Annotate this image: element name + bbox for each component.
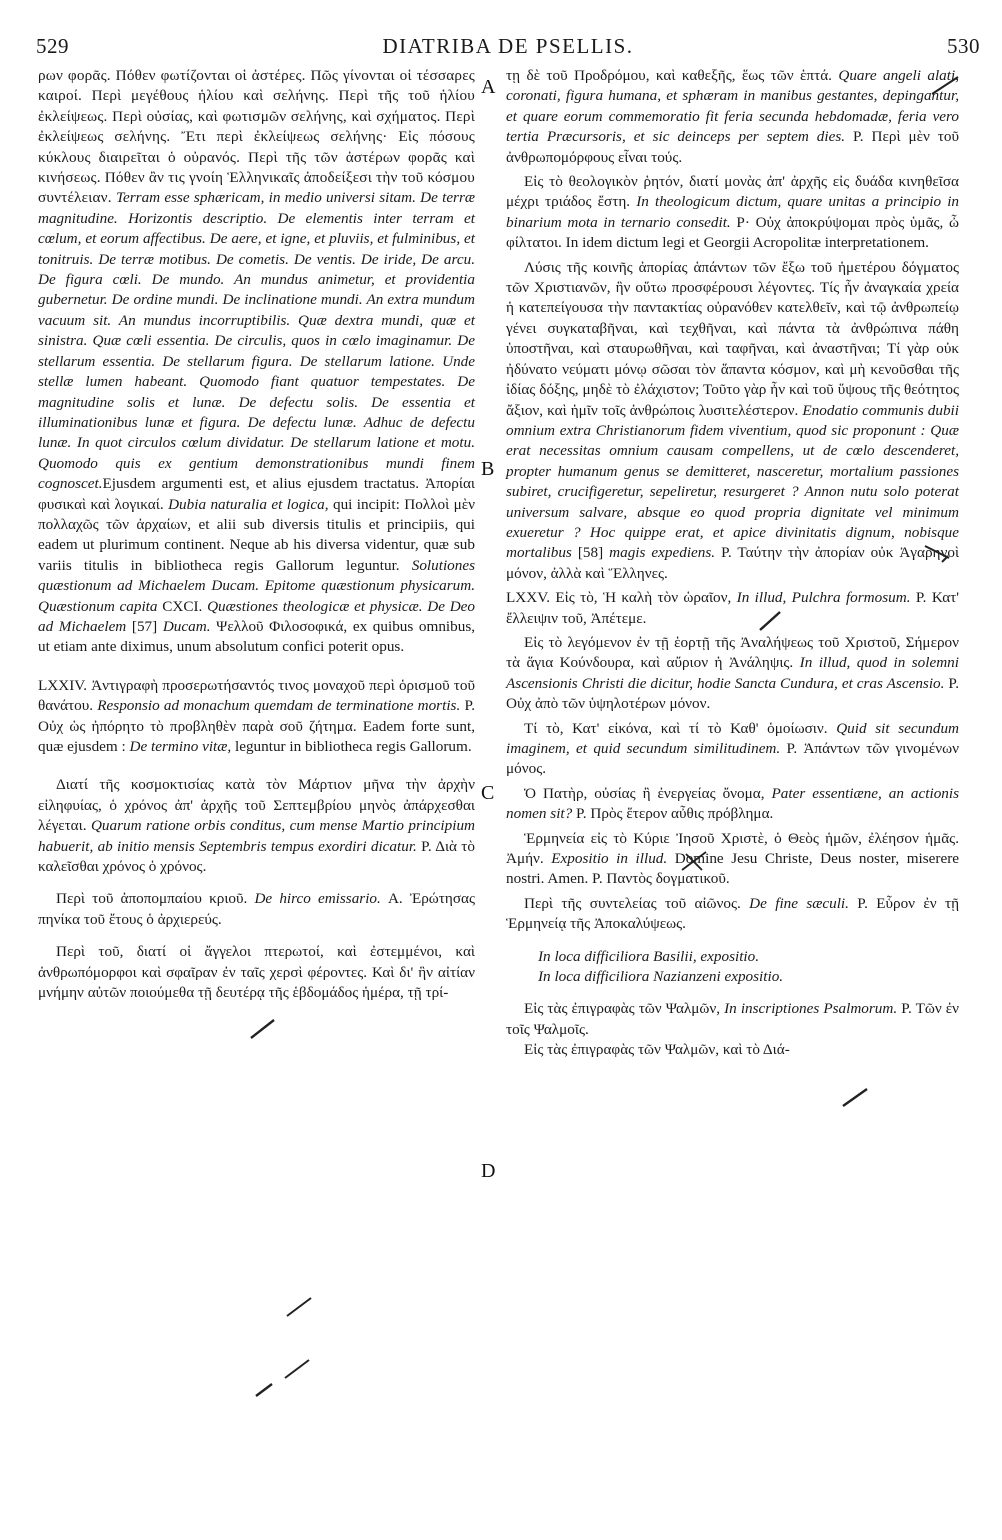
- left-paragraph-kosmoktisia: [38, 775, 475, 877]
- right-paragraph-pater: [506, 784, 959, 825]
- left-p1-tail-2: qui incipit: Πολλοὶ μὲν πολλαχῶς τῶν ἀρχαίων, et alii sub diversis titulis et principiis, qui eadem ut plurimum continent. Neque ab his diversa videntur, quæ sub variis titulis in bibliotheca regis Gallorum leguntur.: [38, 495, 476, 574]
- right-r1-greek: τῃ δὲ τοῦ Προδρόμου, καὶ καθεξῆς, ἕως τῶν ἑπτά.: [506, 67, 832, 84]
- right-r3-c: [58]: [577, 544, 604, 562]
- right-r3-b: Ρ. Ταύτην τὴν ἀπορίαν οὐκ Ἀγαρηνοὶ μόνον, ἀλλὰ καὶ Ἕλληνες.: [506, 544, 960, 582]
- pen-mark-4: [680, 850, 710, 872]
- right-r6-greek: Τί τὸ, Κατ' εἰκόνα, καὶ τί τὸ Καθ' ὁμοίωσιν.: [524, 719, 828, 737]
- left-p1-latin-4: Quæstiones theologicæ et physicæ. De Deo ad Michaelem: [38, 597, 476, 635]
- running-head: [36, 34, 980, 60]
- right-r1-b: Ρ. Περὶ μὲν τοῦ ἀνθρωπομόρφους εἶναι τούς.: [506, 128, 960, 166]
- left-paragraph-hirco: [38, 889, 475, 930]
- right-r9-b: Ρ. Εὗρον ἐν τῇ Ἑρμηνείᾳ τῆς Ἀποκαλύψεως.: [506, 894, 960, 933]
- right-r9-greek: Περὶ τῆς συντελείας τοῦ αἰῶνος.: [524, 894, 741, 912]
- right-r6-latin: Quid sit secundum imaginem, et quid secundum similitudinem.: [506, 719, 960, 757]
- left-p2-latin: Responsio ad monachum quemdam de terminatione mortis.: [97, 697, 461, 715]
- left-p4-b: Α. Ἐρώτησας πηνίκα τοῦ ἔτους ὁ ἀρχιερεύς.: [38, 890, 476, 928]
- right-r4-greek: LXXV. Εἰς τὸ, Ἡ καλὴ τὸν ὡραῖον,: [506, 589, 732, 607]
- running-title: DIATRIBA DE PSELLIS.: [382, 34, 634, 58]
- left-column: [38, 66, 475, 1003]
- margin-letter-c: C: [481, 782, 495, 804]
- left-p3-latin: Quarum ratione orbis conditus, cum mense Martio principium habuerit, ab initio mensis Septembris tempus exordiri dicatur.: [38, 817, 476, 855]
- left-p2-b: Ρ. Οὐχ ὡς ἠπόρητο τὸ προβληθὲν παρὰ σοῦ ζήτημα. Eadem forte sunt, quæ ejusdem :: [38, 697, 476, 755]
- margin-letter-d: D: [481, 1160, 496, 1182]
- right-paragraph-hermeneia: [506, 829, 959, 890]
- right-r9-latin: De fine sæculi.: [749, 894, 849, 912]
- right-paragraph-lxxv: [506, 588, 959, 629]
- pen-mark-9: [252, 1378, 282, 1400]
- left-p1-latin-2: Dubia naturalia et logica,: [168, 495, 329, 513]
- right-paragraph-synteleia: [506, 894, 959, 935]
- left-p1-tail-3: CXCI.: [162, 597, 203, 615]
- right-r3-greek: Λύσις τῆς κοινῆς ἀπορίας ἁπάντων τῶν ἔξω τοῦ ἡμετέρου δόγματος τῶν Χριστιανῶν, ἣν οὕτω προσφέρουσι λέγοντες. Τίς ἦν ἀναγκαία χρεία ἡ κατεπείγουσα τὴν παντακτίας οὐρανόθεν κατελθεῖν, καὶ τῷ ἀνθρωπείῳ γένει συγκαταβῆναι, καὶ τεχθῆναι, καὶ πάντα τὰ ἀνθρώπινα πάθη ὑποστῆναι, καὶ σταυρωθῆναι, καὶ ταφῆναι, καὶ ἀναστῆναι; Τί γὰρ οὐκ ἠδύνατο νεύματι μόνῳ σῶσαι τὸν ἅπαντα κόσμον, καὶ μὴ κενοῦσθαι τῆς ἰδίας δόξης, μηδὲ τὸ ἐλάχιστον; Τοῦτο γὰρ ἦν καὶ τοῦ ὕψους τῆς θεότητος ἄξιον, καὶ ἡμῖν τοῖς ἀνθρώποις λυσιτελέστερον.: [506, 258, 959, 419]
- right-paragraph-angeli: [506, 66, 959, 168]
- right-r6-b: Ρ. Ἁπάντων τῶν γινομένων μόνος.: [506, 740, 960, 778]
- right-r2-latin: In theologicum dictum, quare unitas a principio in binarium mota in ternario consedit.: [506, 193, 960, 231]
- pen-mark-5: [840, 1086, 870, 1108]
- right-r7-latin: Pater essentiæne, an actionis nomen sit?: [506, 784, 960, 823]
- left-p1-latin-3: Solutiones quæstionum ad Michaelem Ducam. Epitome quæstionum physicarum. Quæstionum capita: [38, 556, 476, 615]
- margin-letter-a: A: [481, 76, 496, 98]
- right-r4-latin: In illud, Pulchra formosum.: [736, 589, 911, 607]
- left-p2-c: leguntur in bibliotheca regis Gallorum.: [235, 738, 472, 755]
- right-r7-greek: Ὁ Πατὴρ, οὐσίας ἢ ἐνεργείας ὄνομα,: [524, 784, 765, 802]
- right-r1-latin: Quare angeli alati, coronati, figura humana, et sphæram in manibus gestantes, depingantur, et quare eorum commemoratio fit feria secunda hebdomadæ, feria vero tertia Præcursoris, et sic deinceps per septem dies.: [506, 67, 959, 146]
- right-r8-latin: Expositio in illud.: [551, 850, 668, 868]
- left-p5-greek: Περὶ τοῦ, διατί οἱ ἄγγελοι πτερωτοί, καὶ ἐστεμμένοι, καὶ ἀνθρωπόμορφοι καὶ σφαῖραν ἐν ταῖς χερσὶ φέροντες. Καὶ δι' ἣν αἰτίαν μνήμην αὐτῶν ποιούμεθα τῇ δευτέρᾳ τῆς ἑβδομάδος ἡμέρα, τῇ τρί-: [38, 943, 475, 1002]
- pen-mark-8: [282, 1358, 312, 1380]
- right-locus-nazianzeni: In loca difficiliora Nazianzeni expositio.: [538, 968, 784, 986]
- margin-letter-b: B: [481, 458, 495, 480]
- left-paragraph-lxxiv: [38, 676, 475, 758]
- right-paragraph-analepsis: [506, 633, 959, 715]
- left-p1-tail: Ejusdem argumenti est, et alius ejusdem tractatus. Ἀπορίαι φυσικαὶ καὶ λογικαί.: [38, 475, 475, 513]
- right-r5-b: Ρ. Οὐχ ἀπὸ τῶν ὑψηλοτέρων μόνον.: [506, 674, 959, 713]
- right-paragraph-psalmoi: [506, 999, 959, 1040]
- left-paragraph-quaestiones: [38, 66, 475, 658]
- right-paragraph-monas: [506, 172, 959, 254]
- right-r3-latin: Enodatio communis dubii omnium extra Christianorum fidem viventium, quod sic proponunt : Quæ erat necessitas omnium causam compellens, ut de cœlo descenderet, propter humanum genus se demitteret, nasceretur, mortalium passiones subiret, crucifigeretur, sepeliretur, resurgeret ? Annon nutu solo poterat universum salvare, absque eo quod propria dignitate vel minimum exueretur ? Hoc quippe erat, et apice divinitatis dignum, nobisque mortalibus: [506, 401, 959, 562]
- right-r12-b: Ρ. Τῶν ἐν τοῖς Ψαλμοῖς.: [506, 1000, 959, 1038]
- left-p4-latin: De hirco emissario.: [254, 890, 381, 908]
- left-p1-latin: Terram esse sphæricam, in medio universi sitam. De terræ magnitudine. Horizontis descriptio. De elementis inter terram et cœlum, et eorum affectibus. De aere, et igne, et pluviis, et fulminibus, et tonitruis. De terræ motibus. De cometis. De ventis. De iride, De arcu. De figura cœli. De mundo. An mundus animetur, et providentia gubernetur. De ordine mundi. De inclinatione mundi. An extra mundum vacuum sit. An mundus incorruptibilis. Quæ dextra mundi, quæ et sinistra. Quæ cœli essentia. De circulis, quos in cœlo imaginamur. De stellarum essentia. De stellarum figura. De stellarum latione. Unde stellæ lumen habeant. Quomodo fiant quatuor tempestates. De magnitudine solis et lunæ. De defectu solis. De essentia et illuminationibus lunæ et figura. De defectu lunæ. Adhuc de defectu lunæ. In quot circulos cœlum dividatur. De stellarum latione et motu. Quomodo quis ex gentium demonstrationibus mundi finem cognoscet.: [38, 189, 476, 493]
- right-r8-b: Domine Jesu Christe, Deus noster, miserere nostri. Amen. Ρ. Παντὸς δογματικοῦ.: [506, 850, 960, 888]
- left-p4-greek: Περὶ τοῦ ἀποπομπαίου κριοῦ.: [56, 890, 248, 908]
- left-p1-tail-5: Ψελλοῦ Φιλοσοφικά, ex quibus omnibus, ut etiam ante diximus, unum absolutum confici poterit opus.: [38, 617, 476, 656]
- right-paragraph-eikona: [506, 719, 959, 780]
- left-p2-latin-2: De termino vitæ,: [129, 738, 232, 755]
- right-paragraph-lysis: [506, 258, 959, 585]
- left-p2-greek: LXXIV. Ἀντιγραφὴ προσερωτήσαντός τινος μοναχοῦ περὶ ὁρισμοῦ τοῦ θανάτου.: [38, 676, 475, 715]
- right-r5-greek: Εἰς τὸ λεγόμενον ἐν τῇ ἑορτῇ τῆς Ἀναλήψεως τοῦ Χριστοῦ, Σήμερον τὰ ἅγια Κούνδουρα, καὶ αὔριον ἡ Ἀνάληψις.: [506, 633, 959, 672]
- page-number-left: 529: [36, 34, 69, 58]
- pen-mark-1: [930, 74, 960, 96]
- right-locus-basilii: In loca difficiliora Basilii, expositio.: [538, 947, 760, 965]
- pen-mark-7: [284, 1296, 314, 1318]
- right-r7-b: Ρ. Πρὸς ἕτερον αὖθις πρόβλημα.: [576, 805, 774, 823]
- pen-mark-2: [922, 542, 952, 564]
- pen-mark-3: [756, 610, 786, 632]
- left-p3-greek: Διατί τῆς κοσμοκτισίας κατὰ τὸν Μάρτιον μῆνα τὴν ἀρχὴν εἰληφυίας, ὁ χρόνος ἀπ' ἀρχῆς τοῦ Σεπτεμβρίου μηνὸς ἀπάρχεσθαι λέγεται.: [38, 776, 475, 835]
- right-r3-latin-2: magis expediens.: [609, 544, 716, 562]
- left-p1-tail-4: [57]: [131, 617, 158, 635]
- right-r5-latin: In illud, quod in solemni Ascensionis Christi die dicitur, hodie Sancta Cundura, et cras Ascensio.: [506, 654, 959, 692]
- left-p1-greek: ρων φορᾶς. Πόθεν φωτίζονται οἱ ἀστέρες. Πῶς γίνονται οἱ τέσσαρες καιροί. Περὶ μεγέθους ἡλίου καὶ σελήνης. Περὶ τῆς τοῦ ἡλίου ἐκλείψεως. Περὶ οὐσίας, καὶ φωτισμῶν σελήνης, καὶ σχήματος. Περὶ ἐκλείψεως σελήνης. Ἔτι περὶ ἐκλείψεως σελήνης· Εἰς πόσους κύκλους διαιρεῖται ὁ οὐρανός. Περὶ τῆς τῶν ἀστέρων φορᾶς καὶ κινήσεως. Πόθεν ἂν τις γνοίη Ἑλληνικαῖς ἀποδείξεσι τὴν τοῦ κόσμου συντέλειαν.: [38, 67, 475, 207]
- right-paragraph-psalmoi-2: Εἰς τὰς ἐπιγραφὰς τῶν Ψαλμῶν, καὶ τὸ Διά-: [524, 1041, 790, 1059]
- right-r12-latin: In inscriptiones Psalmorum.: [724, 1000, 898, 1018]
- pen-mark-6: [248, 1018, 278, 1040]
- right-r2-b: Ρ· Οὐχ ἀποκρύψομαι πρὸς ὑμᾶς, ὦ φίλτατοι. In idem dictum legi et Georgii Acropolitæ interpretationem.: [506, 213, 959, 252]
- right-r12-greek: Εἰς τὰς ἐπιγραφὰς τῶν Ψαλμῶν,: [524, 1000, 721, 1018]
- left-p3-b: Ρ. Διὰ τὸ καλεῖσθαι χρόνος ὁ χρόνος.: [38, 837, 476, 876]
- right-r2-greek: Εἰς τὸ θεολογικὸν ῥητόν, διατί μονὰς ἀπ' ἀρχῆς εἰς δυάδα κινηθεῖσα μέχρι τριάδος ἔστη.: [506, 173, 959, 211]
- left-p1-latin-5: Ducam.: [162, 617, 211, 635]
- right-column: [506, 66, 959, 1061]
- right-r8-greek: Ἑρμηνεία εἰς τὸ Κύριε Ἰησοῦ Χριστὲ, ὁ Θεὸς ἡμῶν, ἐλέησον ἡμᾶς. Ἀμήν.: [506, 829, 959, 868]
- page-number-right: 530: [947, 34, 980, 58]
- left-paragraph-angeloi: [38, 942, 475, 1003]
- right-r4-b: Ρ. Κατ' ἔλλειψιν τοῦ, Ἀπέτεμε.: [506, 589, 960, 627]
